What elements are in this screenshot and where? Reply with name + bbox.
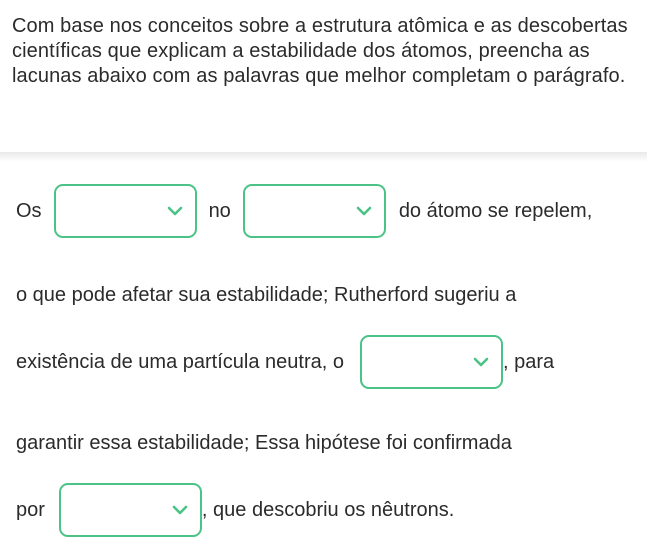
chevron-down-icon: [170, 503, 190, 517]
blank-dropdown-3[interactable]: [360, 335, 503, 389]
paragraph-text: , que descobriu os nêutrons.: [201, 498, 455, 521]
section-divider: [0, 152, 647, 162]
blank-dropdown-2[interactable]: [243, 184, 386, 238]
paragraph-line-3: [16, 334, 554, 390]
paragraph-text: Os: [16, 199, 42, 222]
chevron-down-icon: [354, 204, 374, 218]
paragraph-text: existência de uma partícula neutra, o: [16, 350, 344, 373]
paragraph-line-4: [16, 415, 512, 471]
blank-dropdown-4[interactable]: [59, 483, 202, 537]
paragraph-text: do átomo se repelem,: [398, 199, 593, 222]
question-text: Com base nos conceitos sobre a estrutura atômica e as descobertas científicas que explicam a estabilidade dos átomos, preencha as lacunas abaixo com as palavras que melhor completam o parágrafo.: [12, 15, 628, 87]
paragraph-text: o que pode afetar sua estabilidade; Rutherford sugeriu a: [16, 283, 517, 306]
blank-dropdown-1[interactable]: [54, 184, 197, 238]
paragraph-text: , para: [502, 350, 555, 373]
paragraph-line-5: [16, 482, 454, 538]
paragraph-text: por: [16, 498, 45, 521]
chevron-down-icon: [471, 355, 491, 369]
chevron-down-icon: [165, 204, 185, 218]
paragraph-line-2: [16, 267, 516, 323]
paragraph-text: garantir essa estabilidade; Essa hipótese foi confirmada: [16, 431, 512, 454]
paragraph-text: no: [208, 199, 231, 222]
paragraph-line-1: [16, 183, 592, 239]
